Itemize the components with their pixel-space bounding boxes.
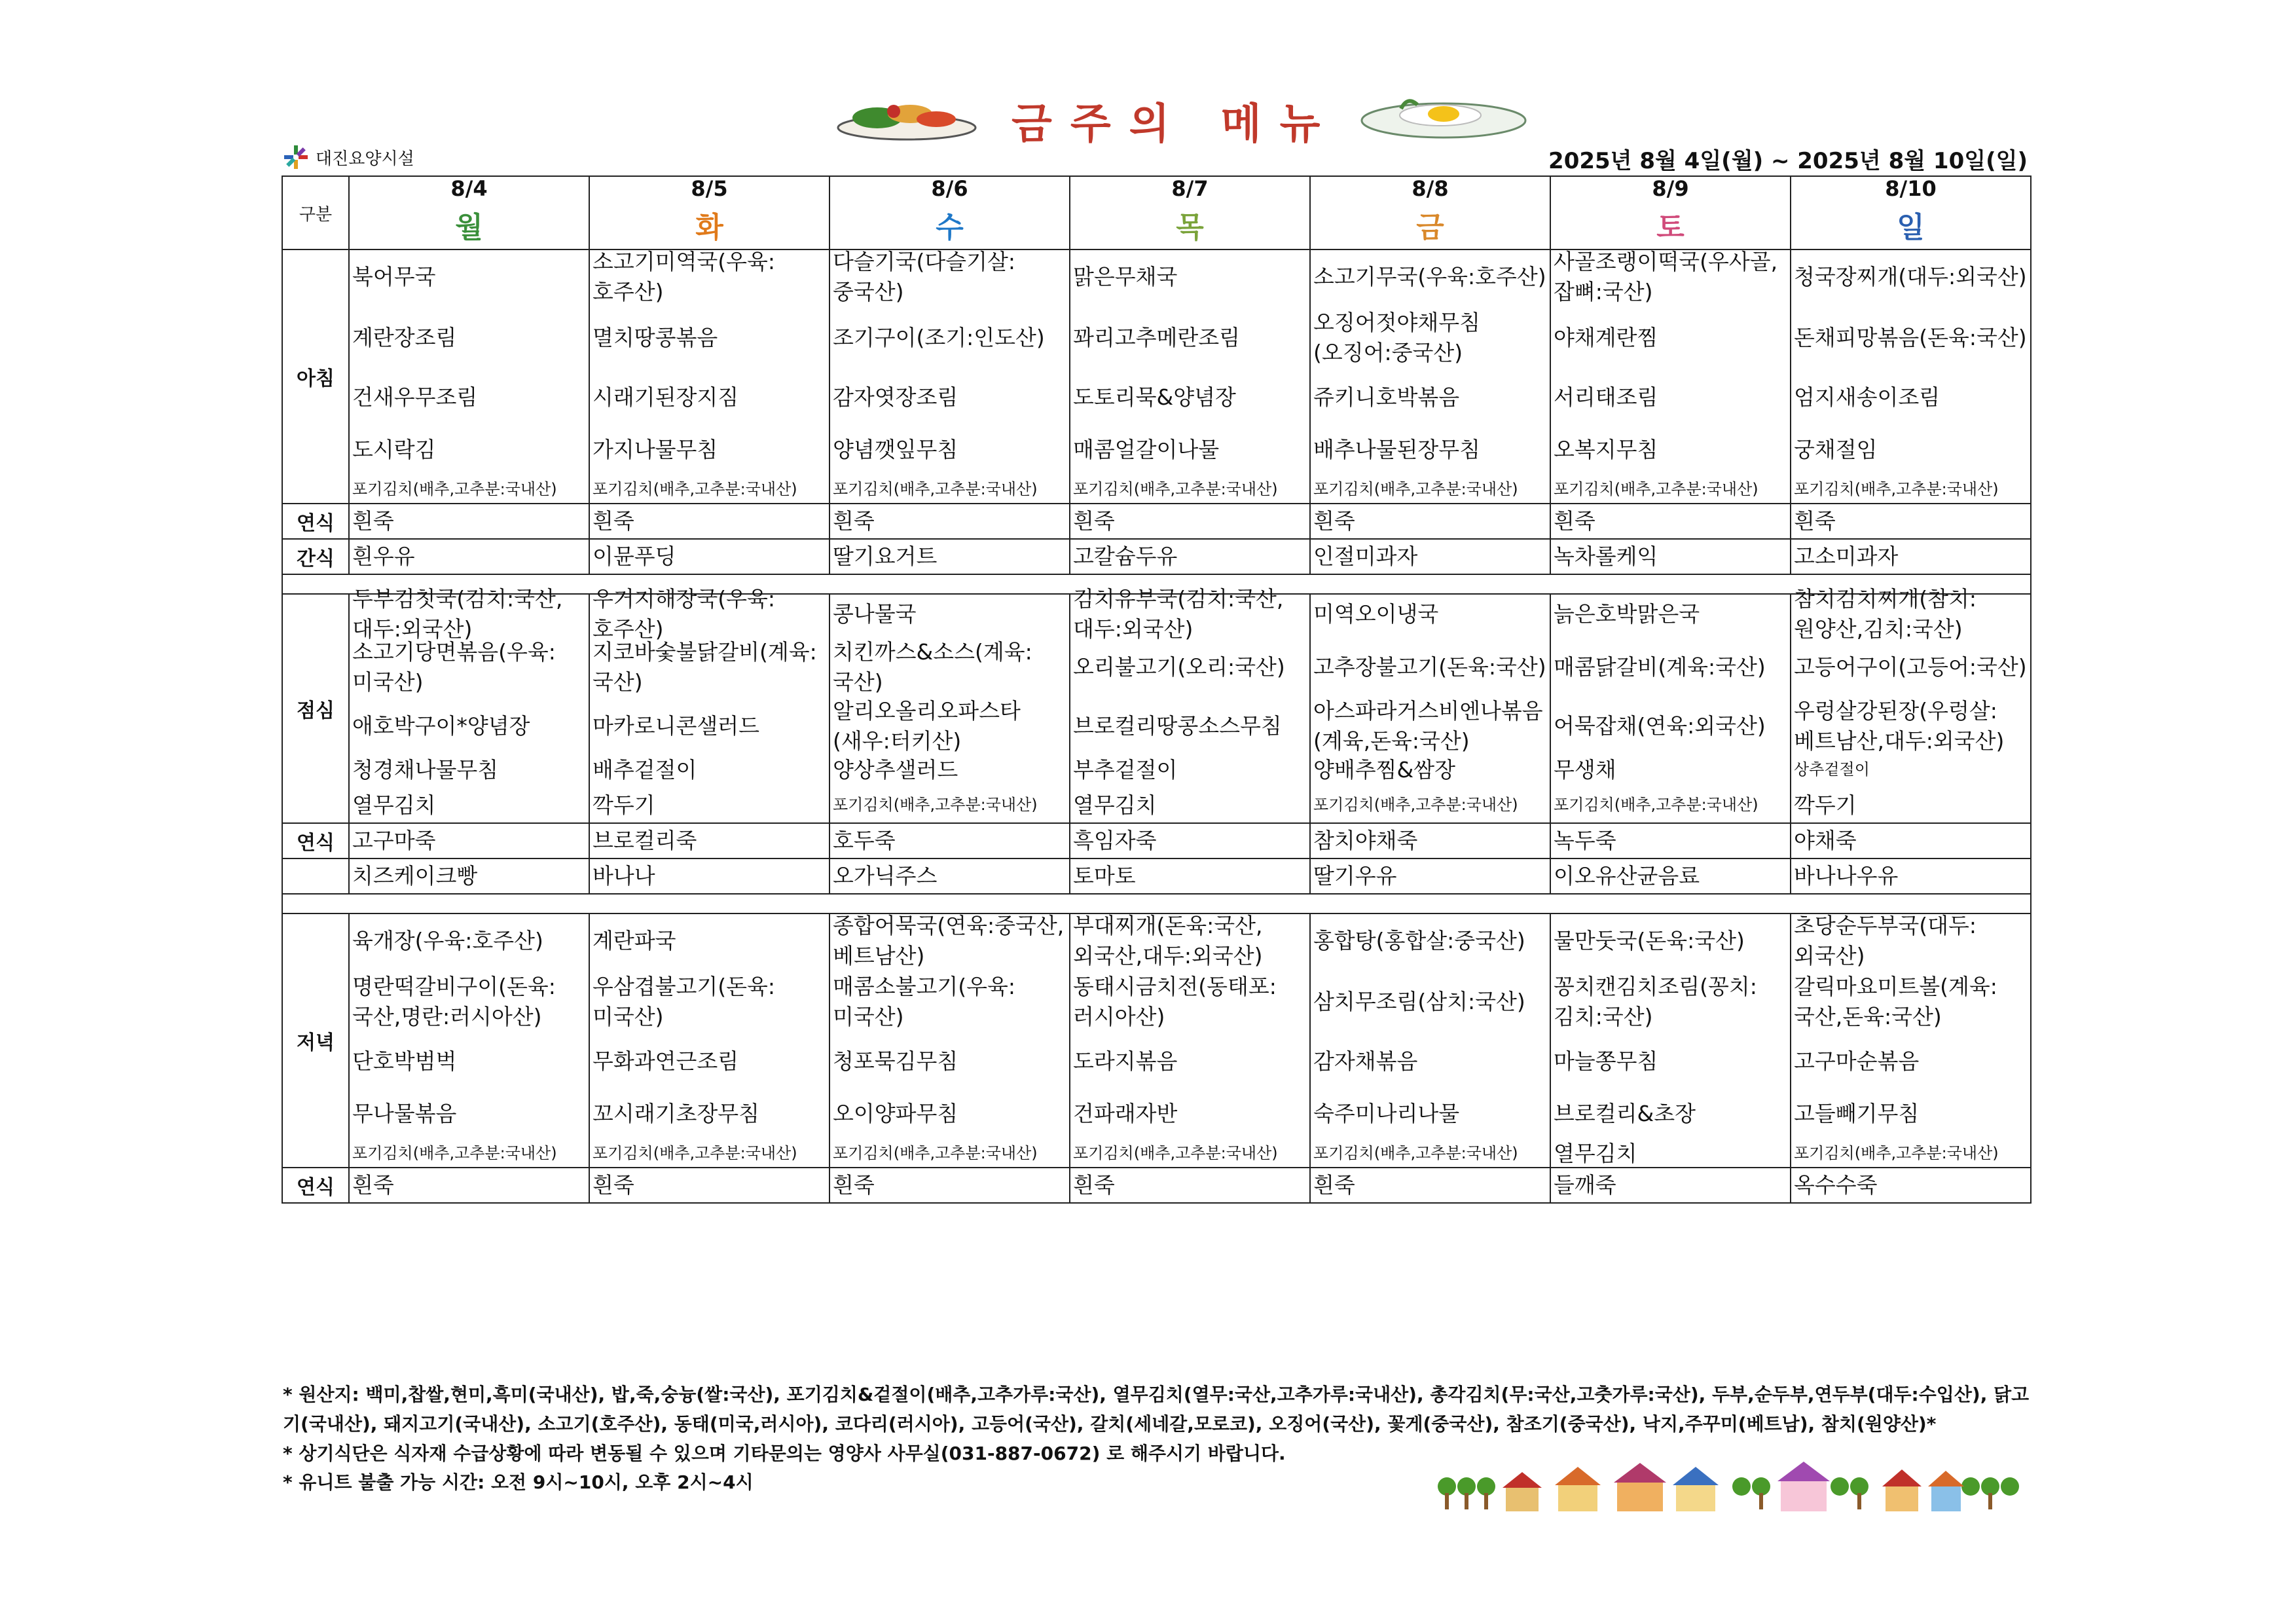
menu-item: 소고기당면볶음(우육:미국산) [352, 638, 556, 695]
dinner-row [282, 913, 2031, 1168]
menu-item: 사골조랭이떡국(우사골,잡뼈:국산) [1554, 248, 1778, 304]
food-plate-illustration [831, 92, 982, 144]
menu-item: 계란파국 [592, 927, 676, 953]
lunch-special-row [282, 823, 2031, 858]
dinner-special-cell: 들깨죽 [1550, 1168, 1791, 1203]
dinner-cell [1070, 913, 1310, 1168]
menu-item: 조기구이(조기:인도산) [833, 324, 1045, 350]
menu-item: 참치김치찌개(참치:원양산,김치:국산) [1794, 585, 1977, 642]
menu-item: 감자엿장조림 [833, 384, 958, 410]
menu-item: 무화과연근조림 [592, 1048, 739, 1074]
village-illustration [1434, 1460, 2023, 1519]
menu-item: 삼치무조림(삼치:국산) [1313, 988, 1525, 1014]
menu-item: 깍두기 [592, 792, 655, 818]
menu-item: 꽁치캔김치조림(꽁치:김치:국산) [1554, 973, 1757, 1029]
note-change: * 상기식단은 식자재 수급상황에 따라 변동될 수 있으며 기타문의는 영양사 사무실(031-887-0672) 로 해주시기 바랍니다. [283, 1442, 1286, 1464]
day-date: 8/7 [1171, 176, 1209, 201]
lunch-row [282, 594, 2031, 823]
dinner-special-row [282, 1168, 2031, 1203]
menu-item: 야채계란찜 [1554, 324, 1658, 350]
menu-item: 깍두기 [1794, 792, 1857, 818]
breakfast-special-cell: 흰죽 [1310, 504, 1550, 539]
dinner-special-cell: 흰죽 [589, 1168, 829, 1203]
day-date: 8/10 [1885, 176, 1937, 201]
menu-item: 다슬기국(다슬기살:중국산) [833, 248, 1016, 304]
organization-logo-icon [283, 144, 309, 170]
menu-item: 멸치땅콩볶음 [592, 324, 718, 350]
lunch-cell [1791, 585, 2031, 823]
menu-item: 꼬시래기초장무침 [592, 1100, 760, 1126]
menu-item: 가지나물무침 [592, 436, 718, 462]
menu-item: 포기김치(배추,고추분:국내산) [1794, 1144, 1999, 1163]
day-header [589, 176, 829, 249]
menu-item: 궁채절임 [1794, 436, 1878, 462]
menu-item: 배추나물된장무침 [1313, 436, 1481, 462]
menu-item: 마카로니콘샐러드 [592, 712, 760, 739]
dinner-cell [1310, 913, 1550, 1168]
menu-item: 브로컬리&초장 [1554, 1100, 1696, 1126]
afternoon-snack-cell: 이오유산균음료 [1550, 858, 1791, 894]
day-name: 일 [1897, 211, 1925, 244]
breakfast-cell [589, 249, 829, 504]
menu-item: 어묵잡채(연육:외국산) [1554, 712, 1766, 739]
menu-item: 고들빼기무침 [1794, 1100, 1920, 1126]
menu-item: 브로컬리땅콩소스무침 [1073, 712, 1282, 739]
menu-item: 계란장조림 [352, 324, 457, 350]
menu-item: 알리오올리오파스타(새우:터키산) [833, 697, 1021, 754]
menu-item: 홍합탕(홍합살:중국산) [1313, 927, 1525, 953]
snack-label: 간식 [282, 539, 349, 574]
afternoon-snack-cell: 오가닉주스 [829, 858, 1070, 894]
lunch-cell [1550, 594, 1791, 823]
menu-item: 시래기된장지짐 [592, 384, 739, 410]
lunch-special-cell: 흑임자죽 [1070, 823, 1310, 858]
dinner-special-cell: 흰죽 [349, 1168, 589, 1203]
day-date: 8/5 [691, 176, 728, 201]
menu-item: 우렁살강된장(우렁살:베트남산,대두:외국산) [1794, 697, 2005, 754]
menu-item: 육개장(우육:호주산) [352, 927, 543, 953]
menu-item: 애호박구이*양념장 [352, 712, 530, 739]
menu-item: 오리불고기(오리:국산) [1073, 654, 1285, 680]
weekly-menu-table [282, 175, 2032, 1204]
menu-item: 종합어묵국(연육:중국산,베트남산) [833, 912, 1065, 969]
menu-item: 오이양파무침 [833, 1100, 958, 1126]
snack-cell: 흰우유 [349, 539, 589, 574]
menu-period: 2025년 8월 4일(월) ~ 2025년 8월 10일(일) [1548, 148, 2028, 174]
breakfast-special-cell: 흰죽 [1550, 504, 1791, 539]
note-hours: * 유니트 불출 가능 시간: 오전 9시~10시, 오후 2시~4시 [283, 1471, 754, 1494]
snack-cell: 고소미과자 [1791, 539, 2031, 574]
afternoon-snack-label [282, 858, 349, 894]
breakfast-cell [1550, 249, 1791, 504]
menu-item: 우거지해장국(우육:호주산) [592, 585, 776, 642]
day-header [1070, 176, 1310, 249]
dinner-special-cell: 흰죽 [1310, 1168, 1550, 1203]
lunch-cell [1310, 594, 1550, 823]
dinner-special-cell: 흰죽 [1070, 1168, 1310, 1203]
menu-item: 서리태조림 [1554, 384, 1658, 410]
snack-cell: 인절미과자 [1310, 539, 1550, 574]
menu-item: 감자채볶음 [1313, 1048, 1418, 1074]
menu-item: 포기김치(배추,고추분:국내산) [1073, 1144, 1278, 1163]
day-header [1550, 176, 1791, 249]
breakfast-cell [349, 249, 589, 504]
breakfast-special-row [282, 504, 2031, 539]
organization [283, 144, 414, 170]
menu-item: 포기김치(배추,고추분:국내산) [1794, 480, 1999, 499]
menu-item: 소고기무국(우육:호주산) [1313, 263, 1546, 289]
menu-item: 매콤소불고기(우육:미국산) [833, 973, 1016, 1029]
menu-item: 매콤닭갈비(계육:국산) [1554, 654, 1766, 680]
menu-item: 도토리묵&양념장 [1073, 384, 1236, 410]
menu-item: 부추겉절이 [1073, 756, 1178, 783]
breakfast-cell [1791, 249, 2031, 504]
lunch-special-cell: 고구마죽 [349, 823, 589, 858]
page-title: 금주의 메뉴 [1011, 100, 1339, 149]
menu-item: 부대찌개(돈육:국산,외국산,대두:외국산) [1073, 912, 1263, 969]
dinner-cell [829, 913, 1070, 1168]
menu-item: 포기김치(배추,고추분:국내산) [1554, 480, 1758, 499]
lunch-special-cell: 브로컬리죽 [589, 823, 829, 858]
menu-item: 건파래자반 [1073, 1100, 1178, 1126]
menu-item: 동태시금치전(동태포:러시아산) [1073, 973, 1277, 1029]
breakfast-special-cell: 흰죽 [1070, 504, 1310, 539]
egg-plate-illustration [1355, 89, 1532, 148]
breakfast-row [282, 249, 2031, 504]
breakfast-label: 아침 [282, 249, 349, 504]
breakfast-special-cell: 흰죽 [829, 504, 1070, 539]
menu-item: 무나물볶음 [352, 1100, 457, 1126]
dinner-cell [349, 913, 589, 1168]
dinner-special-cell: 흰죽 [829, 1168, 1070, 1203]
menu-item: 포기김치(배추,고추분:국내산) [833, 1144, 1038, 1163]
menu-item: 맑은무채국 [1073, 263, 1178, 289]
menu-item: 엄지새송이조림 [1794, 384, 1941, 410]
menu-item: 배추겉절이 [592, 756, 697, 783]
corner-label: 구분 [282, 176, 349, 249]
dinner-cell [589, 913, 829, 1168]
menu-item: 양념깻잎무침 [833, 436, 958, 462]
day-header [1791, 176, 2031, 249]
breakfast-cell [829, 249, 1070, 504]
menu-item: 포기김치(배추,고추분:국내산) [1313, 796, 1518, 815]
menu-item: 고구마순볶음 [1794, 1048, 1920, 1074]
note-origin: * 원산지: 백미,찹쌀,현미,흑미(국내산), 밥,죽,숭늉(쌀:국산), 포기김치&겉절이(배추,고추가루:국산), 열무김치(열무:국산,고추가루:국내산), 총각김치(무:국산,고춧가루:국산), 두부,순두부,연두부(대두:수입산), 닭고기(국내산), 돼지고기(국내산), 소고기(호주산), 동태(미국,러시아), 코다리(러시아), 고등어(국산), 갈치(세네갈,모로코), 오징어(국산), 꽃게(중국산), 참조기(중국산), 낙지,주꾸미(베트남), 참치(원양산)* [283, 1384, 2030, 1435]
snack-cell: 딸기요거트 [829, 539, 1070, 574]
menu-item: 도시락김 [352, 436, 436, 462]
menu-item: 꽈리고추메란조림 [1073, 324, 1241, 350]
menu-item: 양상추샐러드 [833, 756, 958, 783]
menu-item: 명란떡갈비구이(돈육:국산,명란:러시아산) [352, 973, 556, 1029]
day-header [829, 176, 1070, 249]
menu-item: 청포묵김무침 [833, 1048, 958, 1074]
menu-item: 포기김치(배추,고추분:국내산) [1554, 796, 1758, 815]
menu-item: 돈채피망볶음(돈육:국산) [1794, 324, 2027, 350]
menu-item: 치킨까스&소스(계육:국산) [833, 638, 1032, 695]
menu-item: 포기김치(배추,고추분:국내산) [592, 1144, 797, 1163]
day-date: 8/8 [1412, 176, 1449, 201]
menu-item: 포기김치(배추,고추분:국내산) [352, 480, 557, 499]
menu-item: 열무김치 [1554, 1140, 1637, 1166]
breakfast-special-cell: 흰죽 [1791, 504, 2031, 539]
lunch-label: 점심 [282, 594, 349, 823]
menu-item: 단호박범벅 [352, 1048, 457, 1074]
menu-item: 무생채 [1554, 756, 1616, 783]
breakfast-cell [1310, 249, 1550, 504]
menu-item: 포기김치(배추,고추분:국내산) [833, 480, 1038, 499]
lunch-cell [1070, 585, 1310, 823]
dinner-cell [1550, 913, 1791, 1168]
day-name: 금 [1416, 211, 1444, 244]
lunch-special-cell: 호두죽 [829, 823, 1070, 858]
menu-item: 오복지무침 [1554, 436, 1658, 462]
breakfast-special-label: 연식 [282, 504, 349, 539]
day-name: 화 [695, 211, 723, 244]
day-header [349, 176, 589, 249]
menu-item: 포기김치(배추,고추분:국내산) [1313, 480, 1518, 499]
menu-item: 쥬키니호박볶음 [1313, 384, 1460, 410]
snack-cell: 고칼슘두유 [1070, 539, 1310, 574]
lunch-special-cell: 참치야채죽 [1310, 823, 1550, 858]
menu-item: 상추겉절이 [1794, 760, 1870, 779]
dinner-special-label: 연식 [282, 1168, 349, 1203]
menu-item: 콩나물국 [833, 600, 917, 627]
menu-item: 건새우무조림 [352, 384, 478, 410]
menu-item: 매콤얼갈이나물 [1073, 436, 1220, 462]
menu-item: 열무김치 [1073, 792, 1157, 818]
table-header-row [282, 176, 2031, 249]
menu-item: 김치유부국(김치:국산,대두:외국산) [1073, 585, 1284, 642]
day-name: 토 [1656, 211, 1685, 244]
day-name: 월 [455, 211, 483, 244]
dinner-label: 저녁 [282, 913, 349, 1168]
afternoon-snack-cell: 딸기우유 [1310, 858, 1550, 894]
snack-row [282, 539, 2031, 574]
afternoon-snack-cell: 바나나 [589, 858, 829, 894]
menu-item: 포기김치(배추,고추분:국내산) [592, 480, 797, 499]
menu-item: 늙은호박맑은국 [1554, 600, 1700, 627]
menu-item: 지코바숯불닭갈비(계육:국산) [592, 638, 817, 695]
afternoon-snack-row [282, 858, 2031, 894]
snack-cell: 이뮨푸딩 [589, 539, 829, 574]
lunch-special-cell: 녹두죽 [1550, 823, 1791, 858]
afternoon-snack-cell: 바나나우유 [1791, 858, 2031, 894]
menu-item: 우삼겹불고기(돈육:미국산) [592, 973, 776, 1029]
menu-item: 양배추찜&쌈장 [1313, 756, 1456, 783]
dinner-cell [1791, 913, 2031, 1168]
menu-item: 고등어구이(고등어:국산) [1794, 654, 2027, 680]
menu-item: 초당순두부국(대두:외국산) [1794, 912, 1977, 969]
menu-title-banner [831, 85, 1532, 151]
menu-item: 도라지볶음 [1073, 1048, 1178, 1074]
day-name: 목 [1176, 211, 1204, 244]
menu-item: 청경채나물무침 [352, 756, 499, 783]
breakfast-special-cell: 흰죽 [349, 504, 589, 539]
dinner-special-cell: 옥수수죽 [1791, 1168, 2031, 1203]
day-header [1310, 176, 1550, 249]
menu-item: 포기김치(배추,고추분:국내산) [352, 1144, 557, 1163]
afternoon-snack-cell: 토마토 [1070, 858, 1310, 894]
menu-item: 포기김치(배추,고추분:국내산) [1313, 1144, 1518, 1163]
breakfast-special-cell: 흰죽 [589, 504, 829, 539]
menu-item: 소고기미역국(우육:호주산) [592, 248, 776, 304]
snack-cell: 녹차롤케익 [1550, 539, 1791, 574]
menu-item: 숙주미나리나물 [1313, 1100, 1460, 1126]
menu-item: 포기김치(배추,고추분:국내산) [1073, 480, 1278, 499]
menu-item: 두부김칫국(김치:국산,대두:외국산) [352, 585, 563, 642]
lunch-special-label: 연식 [282, 823, 349, 858]
menu-item: 청국장찌개(대두:외국산) [1794, 263, 2027, 289]
menu-item: 물만둣국(돈육:국산) [1554, 927, 1745, 953]
day-date: 8/4 [450, 176, 488, 201]
menu-item: 미역오이냉국 [1313, 600, 1439, 627]
lunch-cell [349, 585, 589, 823]
menu-item: 열무김치 [352, 792, 436, 818]
lunch-cell [829, 594, 1070, 823]
lunch-cell [589, 585, 829, 823]
menu-item: 오징어젓야채무침(오징어:중국산) [1313, 309, 1481, 365]
day-name: 수 [936, 211, 964, 244]
organization-name: 대진요양시설 [316, 149, 414, 169]
lunch-special-cell: 야채죽 [1791, 823, 2031, 858]
menu-item: 마늘쫑무침 [1554, 1048, 1658, 1074]
breakfast-cell [1070, 249, 1310, 504]
menu-item: 북어무국 [352, 263, 436, 289]
menu-item: 갈릭마요미트볼(계육:국산,돈육:국산) [1794, 973, 1997, 1029]
day-date: 8/6 [931, 176, 968, 201]
afternoon-snack-cell: 치즈케이크빵 [349, 858, 589, 894]
menu-item: 고추장불고기(돈육:국산) [1313, 654, 1546, 680]
menu-item: 포기김치(배추,고추분:국내산) [833, 796, 1038, 815]
day-date: 8/9 [1652, 176, 1689, 201]
menu-item: 아스파라거스비엔나볶음(계육,돈육:국산) [1313, 697, 1543, 754]
